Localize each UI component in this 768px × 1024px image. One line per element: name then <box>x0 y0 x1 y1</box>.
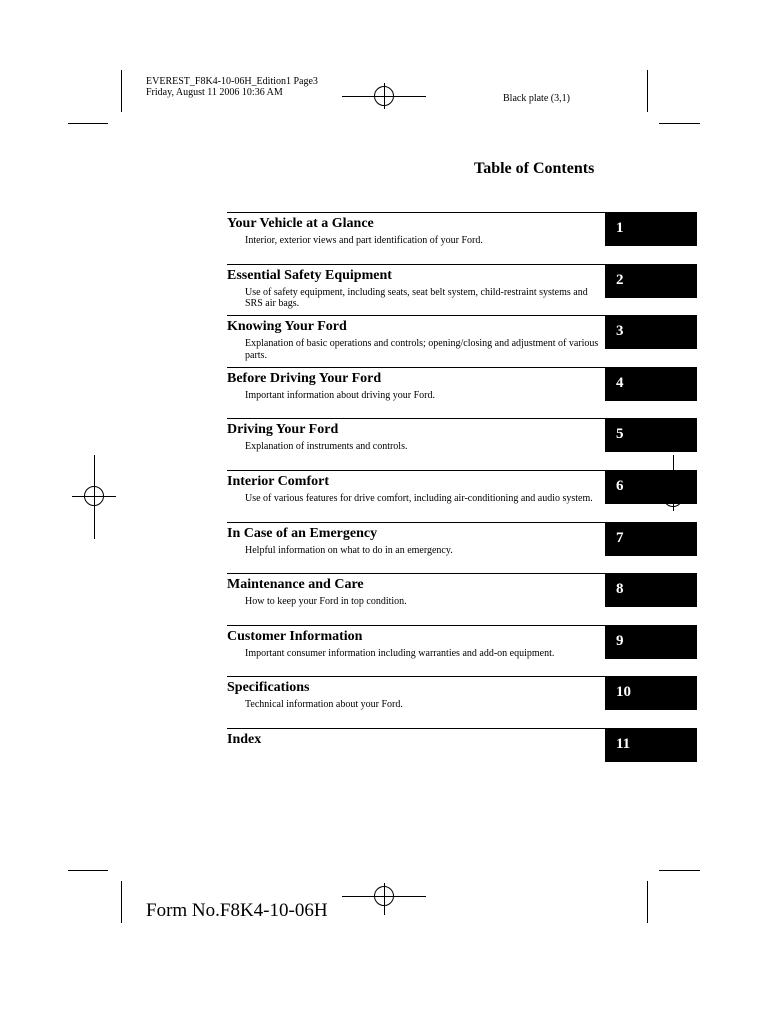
toc-entry-title: Interior Comfort <box>227 473 329 489</box>
toc-entry-description: Explanation of instruments and controls. <box>245 441 408 453</box>
toc-entry[interactable] <box>227 728 697 780</box>
crop-mark <box>121 70 122 112</box>
toc-entry[interactable] <box>227 367 697 419</box>
toc-entry-title: Your Vehicle at a Glance <box>227 216 374 231</box>
toc-entry-title: Customer Information <box>227 628 363 644</box>
chapter-tab[interactable] <box>605 471 697 504</box>
toc-entry-description: How to keep your Ford in top condition. <box>245 596 407 608</box>
toc-entry-description: Important consumer information including warranties and add-on equipment. <box>245 647 555 659</box>
crop-mark <box>647 70 648 112</box>
slug-line-1: EVEREST_F8K4-10-06H_Edition1 Page3 <box>146 76 318 87</box>
crop-mark <box>68 870 108 871</box>
toc-entry-description: Use of safety equipment, including seats, seat belt system, child-restraint systems and SRS air bags. <box>245 286 588 310</box>
toc-entry[interactable] <box>227 573 697 625</box>
chapter-number: 6 <box>616 477 624 494</box>
chapter-tab[interactable] <box>605 523 697 556</box>
plate-label: Black plate (3,1) <box>503 93 570 104</box>
toc-entry-title: Essential Safety Equipment <box>227 267 392 283</box>
registration-mark-circle <box>374 86 394 106</box>
toc-entry[interactable] <box>227 315 697 367</box>
chapter-tab[interactable] <box>605 419 697 452</box>
crop-mark <box>659 870 700 871</box>
form-number: Form No.F8K4-10-06H <box>146 900 328 921</box>
crop-mark <box>659 123 700 124</box>
chapter-tab[interactable] <box>605 626 697 659</box>
chapter-tab[interactable] <box>605 316 697 349</box>
chapter-number: 3 <box>616 323 624 340</box>
toc-entry-description: Important information about driving your Ford. <box>245 389 435 401</box>
toc-entry[interactable] <box>227 522 697 574</box>
chapter-tab[interactable] <box>605 729 697 762</box>
slug-line-2: Friday, August 11 2006 10:36 AM <box>146 87 283 98</box>
toc-entry-description: Technical information about your Ford. <box>245 699 403 711</box>
toc-entry[interactable] <box>227 676 697 728</box>
crop-mark <box>121 881 122 923</box>
toc-entry-description: Helpful information on what to do in an emergency. <box>245 544 453 556</box>
chapter-number: 5 <box>616 426 624 443</box>
chapter-number: 10 <box>616 684 631 701</box>
chapter-number: 2 <box>616 271 624 288</box>
chapter-number: 11 <box>616 735 631 752</box>
toc-entry-title: Driving Your Ford <box>227 422 339 438</box>
toc-entry-title: Maintenance and Care <box>227 577 364 593</box>
chapter-tab[interactable] <box>605 574 697 607</box>
chapter-number: 7 <box>616 529 624 546</box>
chapter-tab[interactable] <box>605 265 697 298</box>
toc-entry-title: Before Driving Your Ford <box>227 370 382 386</box>
chapter-tab[interactable] <box>605 677 697 710</box>
toc-entry-title: Index <box>227 731 262 747</box>
toc-entry-description: Explanation of basic operations and controls; opening/closing and adjustment of various parts. <box>245 338 599 361</box>
crop-mark <box>68 123 108 124</box>
toc-entry-title: In Case of an Emergency <box>227 525 378 541</box>
toc-entry-title: Knowing Your Ford <box>227 319 347 335</box>
chapter-number: 9 <box>616 632 624 649</box>
toc-entry-description: Interior, exterior views and part identification of your Ford. <box>245 235 483 246</box>
toc-entry[interactable] <box>227 264 697 316</box>
registration-mark-circle <box>374 886 394 906</box>
chapter-number: 8 <box>616 581 624 598</box>
crop-mark <box>647 881 648 923</box>
chapter-number: 4 <box>616 374 624 391</box>
toc-entry-title: Specifications <box>227 680 310 696</box>
print-slug <box>146 76 318 98</box>
toc-entry[interactable] <box>227 418 697 470</box>
page-title: Table of Contents <box>474 160 595 177</box>
chapter-tab[interactable] <box>605 213 697 246</box>
table-of-contents <box>227 212 697 780</box>
chapter-tab[interactable] <box>605 368 697 401</box>
toc-entry-description: Use of various features for drive comfort, including air-conditioning and audio system. <box>245 492 593 504</box>
registration-mark-circle <box>84 486 104 506</box>
toc-entry[interactable] <box>227 470 697 522</box>
chapter-number: 1 <box>616 220 624 236</box>
toc-entry[interactable] <box>227 625 697 677</box>
toc-entry[interactable] <box>227 212 697 264</box>
